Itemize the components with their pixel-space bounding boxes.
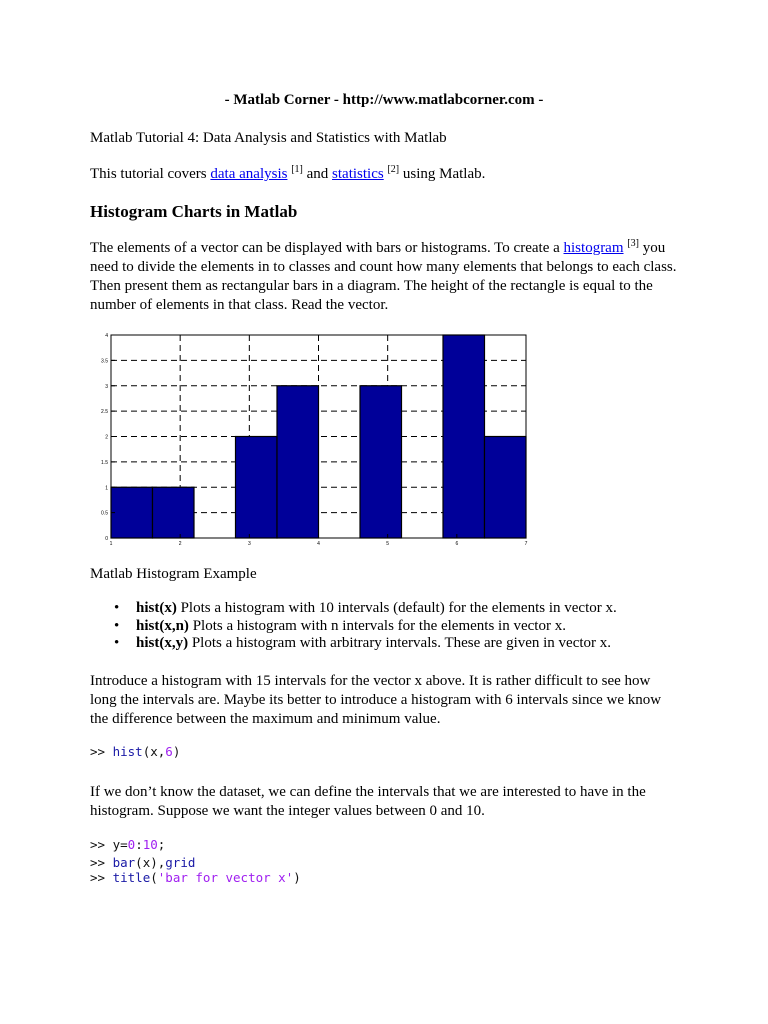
function-term: hist(x) [136, 600, 177, 616]
intro-and: and [306, 166, 329, 182]
data-analysis-link[interactable]: data analysis [210, 166, 288, 182]
y-tick-label: 0.5 [101, 510, 108, 517]
x-tick-label: 4 [317, 541, 320, 546]
code-args: (x), [135, 855, 166, 870]
code-function: title [112, 870, 151, 885]
x-tick-label: 5 [386, 541, 390, 546]
code-line-3 [90, 871, 301, 885]
code-args: (x, [142, 744, 166, 759]
intro-prefix: This tutorial covers [90, 166, 207, 182]
code-string: 'bar for vector x' [157, 870, 294, 885]
y-tick-label: 2.5 [101, 409, 108, 416]
code-number: 6 [165, 744, 173, 759]
x-tick-label: 2 [178, 541, 182, 546]
code-number: 0 [127, 837, 136, 852]
code-assign: y= [112, 837, 128, 852]
ref-2: [2] [387, 164, 400, 175]
intro-paragraph [90, 165, 680, 184]
code-line-1 [90, 838, 165, 852]
intervals-paragraph: Introduce a histogram with 15 intervals for the vector x above. It is rather difficult to see how long the intervals are. Maybe its better to introduce a histogram with 6 intervals since we know the difference between the maximum and minimum value. [90, 673, 662, 727]
histogram-bar [443, 335, 485, 538]
code-colon: : [135, 837, 143, 852]
y-tick-label: 1.5 [101, 459, 108, 466]
list-item [112, 635, 617, 653]
x-tick-label: 6 [455, 541, 459, 546]
code-prompt: >> [90, 855, 106, 870]
statistics-link[interactable]: statistics [332, 166, 384, 182]
x-tick-label: 3 [247, 541, 251, 546]
histogram-link[interactable]: histogram [563, 240, 624, 256]
histogram-paragraph [90, 239, 680, 315]
function-description: Plots a histogram with 10 intervals (default) for the elements in vector x. [180, 600, 617, 616]
histogram-bar [485, 437, 527, 539]
para1-after: you need to divide the elements in to classes and count how many elements that belongs to each class. Then present them as rectangular bars in a diagram. The height of the rectangle is equal to the number of elements in that class. Read the vector. [90, 240, 677, 313]
list-item [112, 618, 617, 636]
hist-function-list [112, 600, 617, 653]
code-function: grid [165, 855, 196, 870]
chart-caption: Matlab Histogram Example [90, 566, 257, 582]
y-tick-label: 4 [105, 333, 108, 339]
histogram-bar [153, 487, 195, 538]
ref-3: [3] [627, 238, 639, 249]
histogram-chart [100, 328, 532, 546]
code-prompt: >> [90, 744, 106, 759]
code-prompt: >> [90, 837, 106, 852]
histogram-bar [236, 437, 278, 539]
para1-before: The elements of a vector can be displayed with bars or histograms. To create a [90, 240, 560, 256]
code-function: bar [112, 855, 136, 870]
code-number: 10 [142, 837, 158, 852]
page-header: - Matlab Corner - http://www.matlabcorner.com - [224, 92, 544, 108]
x-tick-label: 1 [109, 541, 113, 546]
intro-suffix: using Matlab. [402, 166, 486, 182]
code-prompt: >> [90, 870, 106, 885]
y-tick-label: 0 [105, 536, 108, 542]
y-tick-label: 3.5 [101, 358, 108, 365]
code-semicolon: ; [157, 837, 166, 852]
histogram-bar [360, 386, 402, 538]
ref-1: [1] [291, 164, 303, 175]
y-tick-label: 1 [105, 485, 108, 492]
section-heading: Histogram Charts in Matlab [90, 202, 298, 221]
code-function: hist [112, 744, 143, 759]
y-tick-label: 2 [105, 434, 108, 441]
function-description: Plots a histogram with arbitrary intervals. These are given in vector x. [191, 635, 612, 651]
code-close: ) [172, 744, 181, 759]
dataset-paragraph: If we don’t know the dataset, we can define the intervals that we are interested to have in the histogram. Suppose we want the integer values between 0 and 10. [90, 784, 646, 819]
tutorial-title: Matlab Tutorial 4: Data Analysis and Statistics with Matlab [90, 130, 447, 146]
function-description: Plots a histogram with n intervals for the elements in vector x. [192, 617, 566, 634]
list-item [112, 600, 617, 618]
code-line-2 [90, 856, 195, 870]
function-term: hist(x,y) [136, 635, 189, 651]
code-hist [90, 745, 180, 759]
histogram-bar [277, 386, 319, 538]
histogram-bar [111, 487, 153, 538]
x-tick-label: 7 [524, 541, 528, 546]
code-open: ( [150, 870, 158, 885]
y-tick-label: 3 [105, 383, 108, 390]
function-term: hist(x,n) [136, 617, 189, 634]
code-close: ) [293, 870, 301, 885]
